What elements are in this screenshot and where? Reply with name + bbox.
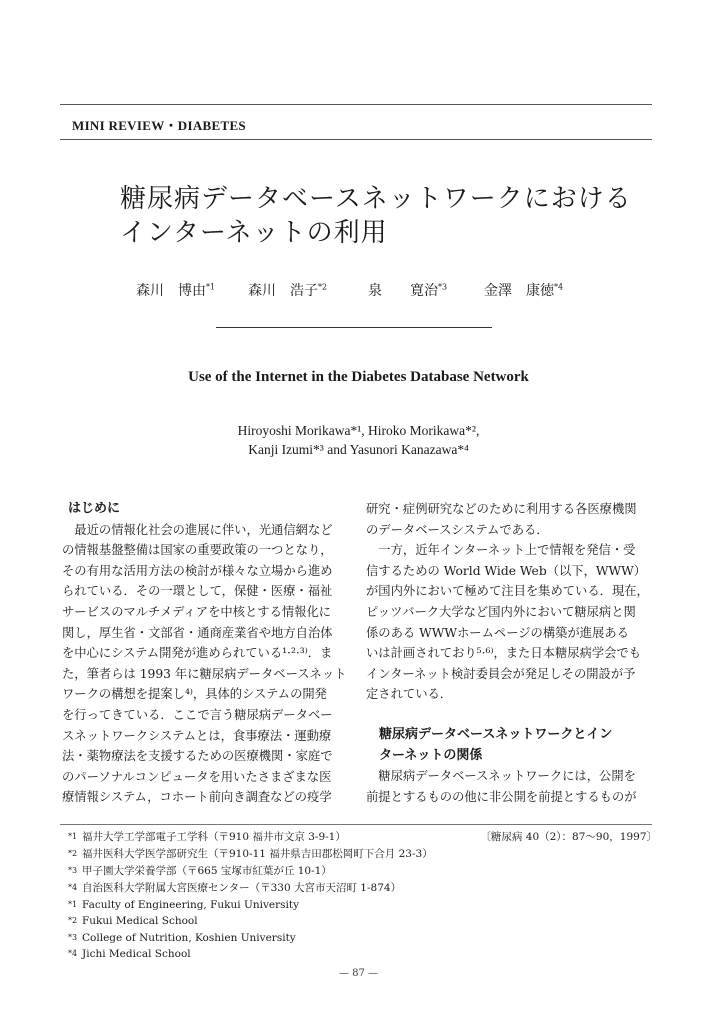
body-line: ピッツバーク大学など国内外において糖尿病と関 — [366, 604, 636, 619]
body-line: を行ってきている．ここで言う糖尿病データベー — [62, 707, 333, 722]
heading-introduction: はじめに — [68, 501, 121, 516]
section-label: MINI REVIEW・DIABETES — [72, 118, 246, 133]
body-line: のパーソナルコンピュータを用いたさまざまな医 — [62, 769, 332, 784]
footnote: *2 Fukui Medical School — [68, 915, 198, 927]
body-line: の情報基盤整備は国家の重要政策の一つとなり， — [62, 543, 333, 558]
body-line: 関し，厚生省・文部省・通商産業省や地方自治体 — [62, 625, 333, 640]
left-column — [62, 499, 346, 808]
body-line: スネットワークシステムとは，食事療法・運動療 — [62, 728, 332, 743]
body-line: インターネット検討委員会が発足しその開設が予 — [366, 666, 636, 681]
body-line: 糖尿病データベースネットワークには，公開を — [366, 769, 636, 784]
body-line: 療情報システム，コホート前向き調査などの疫学 — [62, 790, 332, 805]
author-jp: 金澤 康徳$^{*4}$ — [484, 282, 564, 299]
body-line: られている．その一環として，保健・医療・福祉 — [62, 584, 333, 599]
heading-database-internet-cont: ターネットの関係 — [366, 747, 483, 763]
body-line: その有用な活用方法の検討が様々な立場から進め — [62, 563, 333, 578]
body-line: 定されている． — [366, 687, 453, 702]
footnote-rule — [60, 824, 652, 825]
body-line: が国内外において極めて注目を集めている．現在， — [366, 584, 649, 599]
body-line: いは計画されており⁵·⁶⁾，また日本糖尿病学会でも — [366, 646, 642, 661]
body-line: 前提とするものの他に非公開を前提とするものが — [366, 789, 637, 804]
author-jp: 森川 浩子$^{*2}$ — [248, 282, 328, 299]
footnote: *3 甲子園大学栄養学部（〒665 宝塚市紅葉が丘 10-1） — [68, 865, 332, 877]
title-divider — [216, 327, 492, 328]
page-number: — 87 — — [338, 968, 379, 979]
right-column — [366, 499, 649, 807]
body-line: 法・薬物療法を支援するための医療機関・家庭で — [62, 749, 333, 764]
journal-citation: 〔糖尿病 40（2）：87〜90，1997〕 — [480, 831, 657, 843]
body-line: 最近の情報化社会の進展に伴い，光通信網など — [62, 522, 333, 537]
body-line: サービスのマルチメディアを中核とする情報化に — [62, 604, 332, 619]
body-line: のデータベースシステムである． — [366, 522, 549, 537]
footnote: *3 College of Nutrition, Koshien University — [68, 932, 296, 944]
author-jp: 森川 博由$^{*1}$ — [136, 282, 216, 299]
authors-en-line1: Hiroyoshi Morikawa*¹, Hiroko Morikawa*², — [237, 423, 480, 438]
body-line: ワークの構想を提案し⁴⁾，具体的システムの開発 — [62, 687, 327, 702]
authors-en-line2: Kanji Izumi*³ and Yasunori Kanazawa*⁴ — [248, 442, 469, 457]
authors-jp — [0, 280, 717, 300]
footnote: *1 Faculty of Engineering, Fukui University — [68, 899, 300, 911]
title-jp-line1: 糖尿病データベースネットワークにおける — [120, 184, 632, 214]
body-line: 係のある WWWホームページの構築が進展ある — [366, 625, 629, 640]
section-rule — [60, 139, 652, 140]
title-en: Use of the Internet in the Diabetes Database Network — [188, 369, 529, 385]
heading-database-internet: 糖尿病データベースネットワークとイン — [366, 726, 613, 742]
spacer — [366, 705, 649, 725]
body-line: 信するための World Wide Web（以下，WWW） — [366, 563, 647, 578]
footnote: *4 自治医科大学附属大宮医療センター（〒330 大宮市天沼町 1-874） — [68, 882, 402, 894]
footnote: *2 福井医科大学医学部研究生（〒910-11 福井県吉田郡松岡町下合月 23-3） — [68, 848, 433, 860]
author-jp: 泉 寛治$^{*3}$ — [368, 282, 448, 299]
body-line: を中心にシステム開発が進められている¹·²·³⁾．ま — [62, 646, 333, 661]
top-rule — [60, 104, 652, 105]
footnote: *4 Jichi Medical School — [68, 948, 191, 960]
footnote: *1 福井大学工学部電子工学科（〒910 福井市文京 3-9-1） — [68, 831, 346, 843]
body-line: た，筆者らは 1993 年に糖尿病データベースネット — [62, 666, 347, 681]
body-line: 一方，近年インターネット上で情報を発信・受 — [366, 543, 636, 558]
body-line: 研究・症例研究などのために利用する各医療機関 — [366, 502, 637, 516]
title-jp-line2: インターネットの利用 — [120, 218, 388, 248]
